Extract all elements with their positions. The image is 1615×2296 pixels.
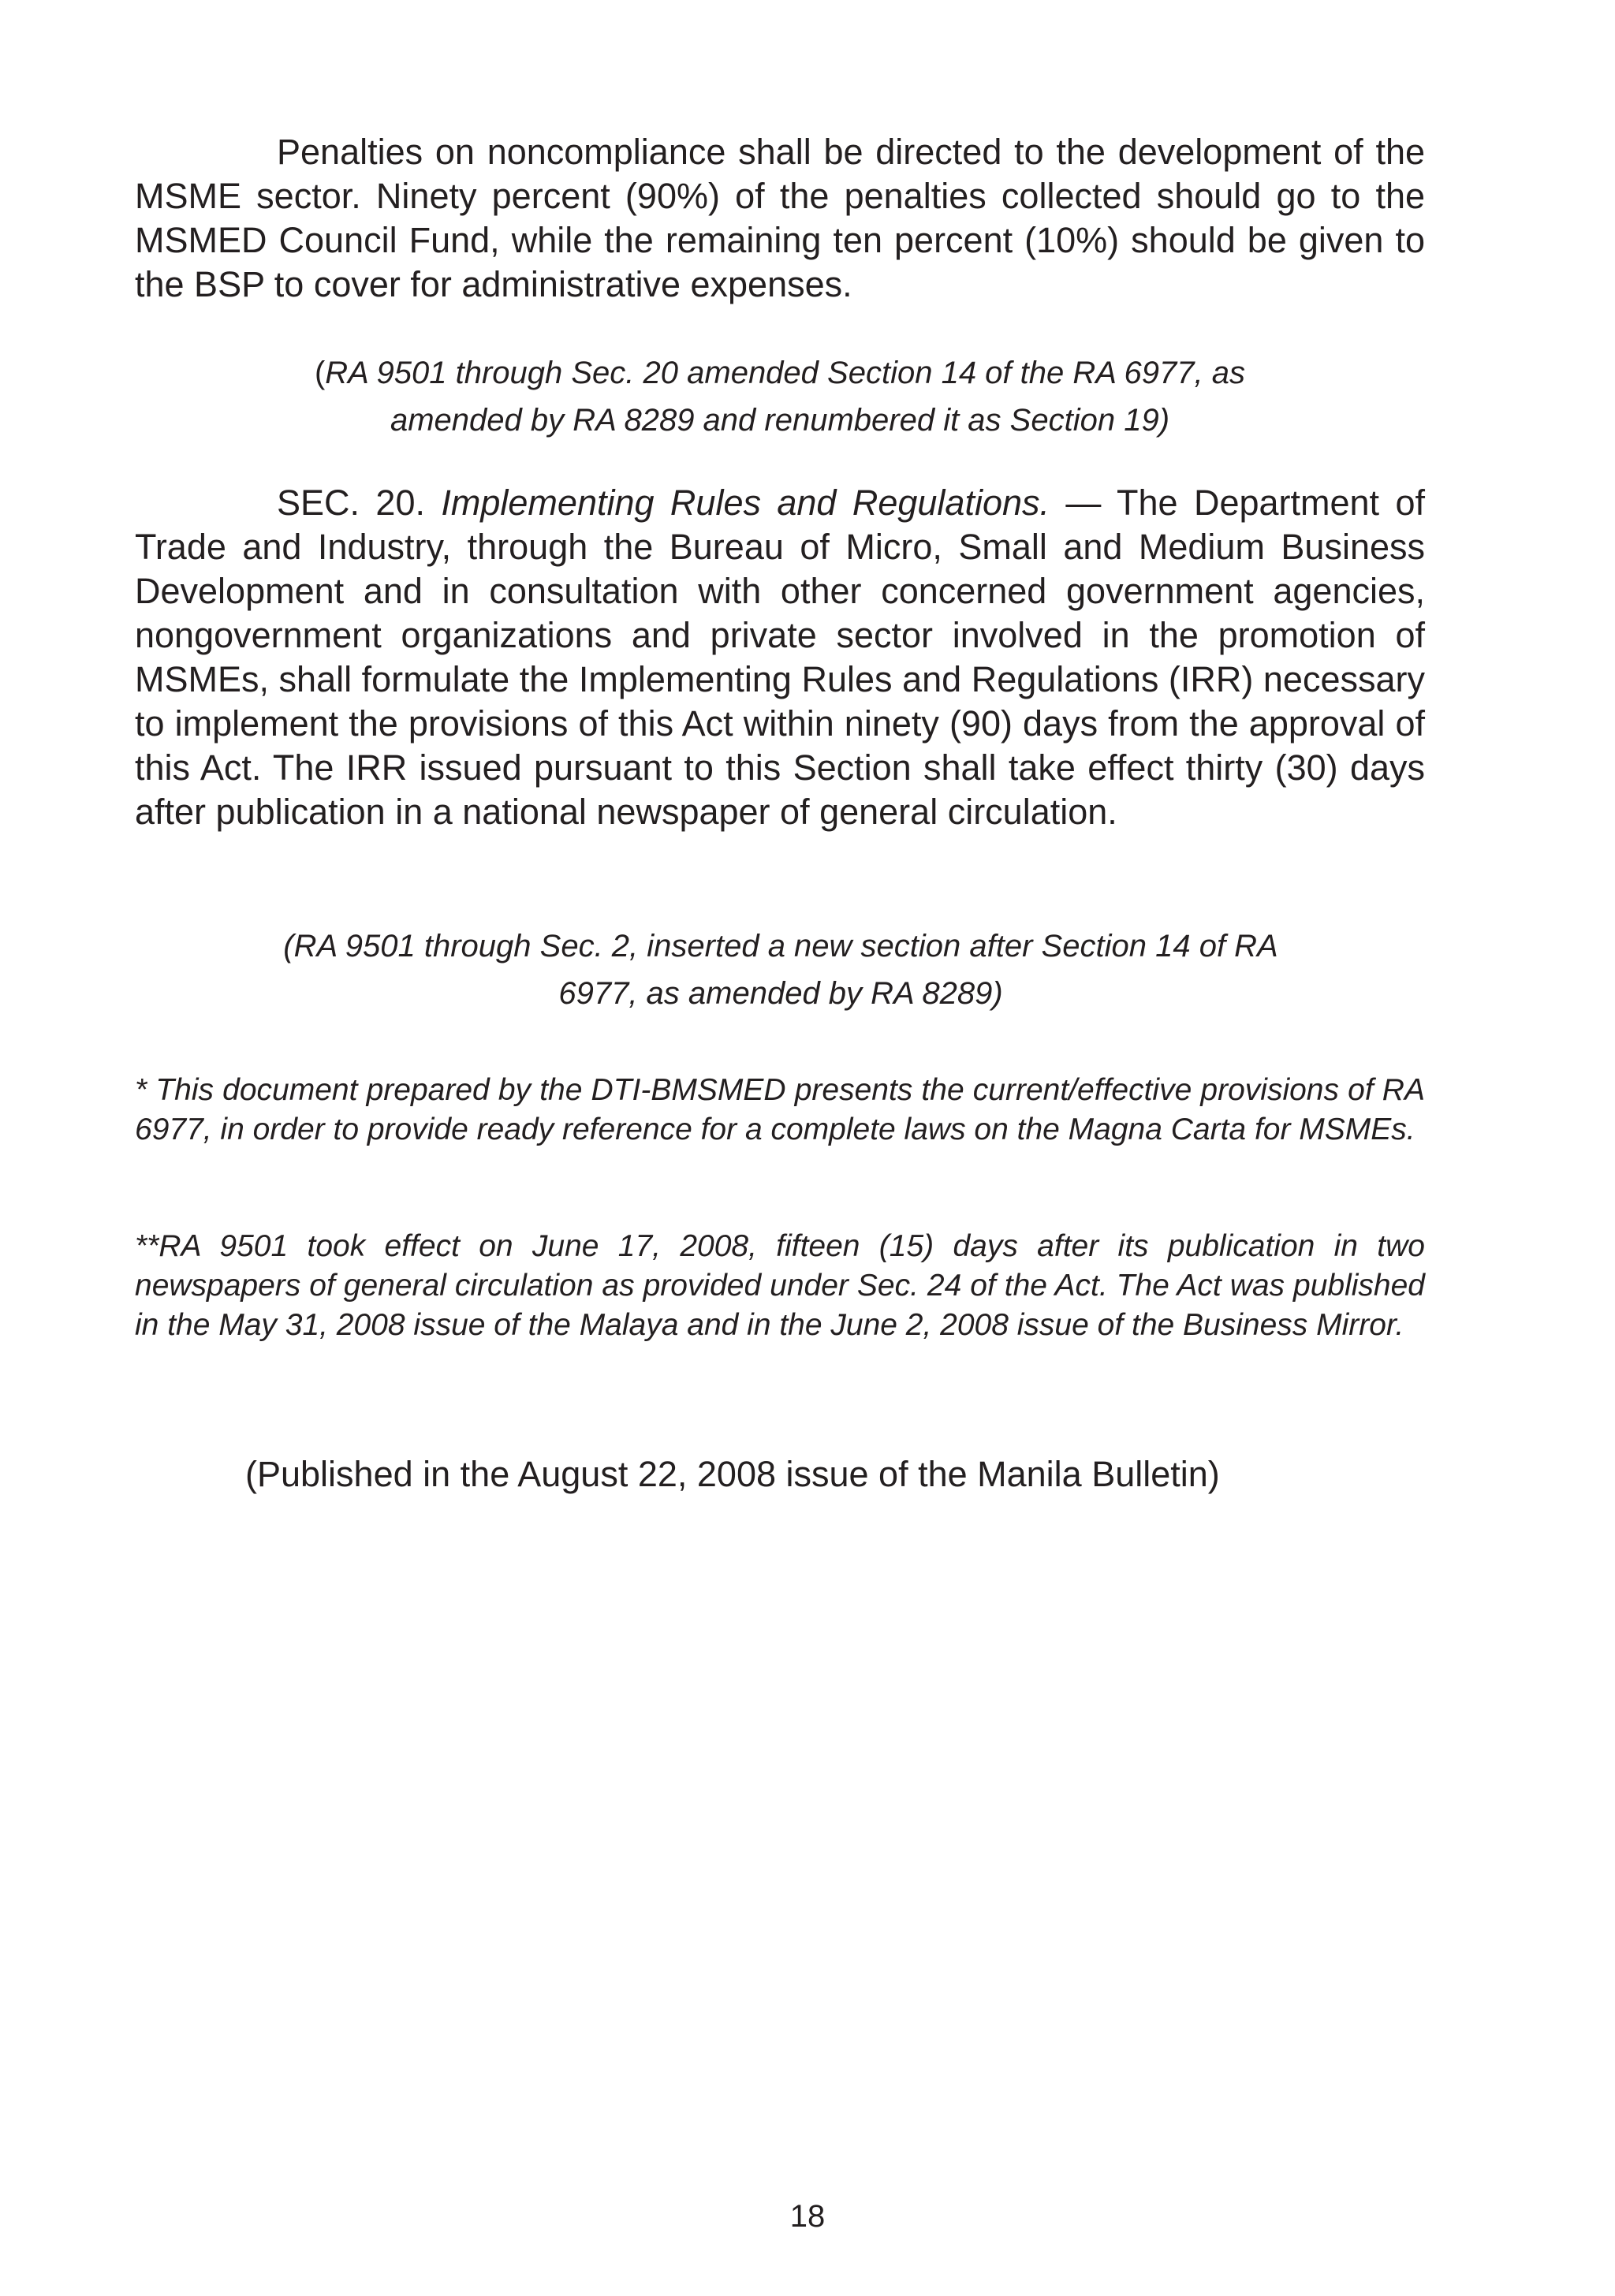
citation-open-paren: ( (314, 356, 326, 390)
citation-sec-20-line-1: (RA 9501 through Sec. 2, inserted a new section after Section 14 of RA (283, 929, 1278, 964)
citation-sec-20 (205, 922, 1356, 1017)
section-20-body: — The Department of Trade and Industry, through the Bureau of Micro, Small and Medium Business Development and in consultation with other concerned government agencies, nongovernment organizations and private sector involved in the promotion of MSMEs, shall formulate the Implementing Rules and Regulations (IRR) necessary to implement the provisions of this Act within ninety (90) days from the approval of this Act. The IRR issued pursuant to this Section shall take effect thirty (30) days after publication in a national newspaper of general circulation. (135, 483, 1425, 832)
footnote-1-block (135, 1071, 1425, 1150)
citation-sec-19 (135, 349, 1425, 444)
citation-sec-19-line-1: RA 9501 through Sec. 20 amended Section 14 of the RA 6977, as (325, 356, 1246, 390)
paragraph-penalties: Penalties on noncompliance shall be directed to the development of the MSME sector. Ninety percent (90%) of the penalties collected should go to the MSMED Council Fund, while the remaining ten percent (10%) should be given to the BSP to cover for administrative expenses. (135, 132, 1425, 304)
footnote-document-prepared: * This document prepared by the DTI-BMSMED presents the current/effective provisions of RA 6977, in order to provide ready reference for a complete laws on the Magna Carta for MSMEs. (135, 1073, 1425, 1146)
paragraph-penalties-block (135, 130, 1425, 307)
section-20-heading: Implementing Rules and Regulations. (441, 483, 1050, 523)
citation-sec-20-line-2: 6977, as amended by RA 8289) (558, 976, 1003, 1011)
citation-sec-19-line-2: amended by RA 8289 and renumbered it as Section 19) (390, 403, 1170, 438)
published-note (135, 1452, 1425, 1496)
section-20-block (135, 481, 1425, 834)
published-note-text: (Published in the August 22, 2008 issue of the Manila Bulletin) (245, 1454, 1220, 1494)
section-20-paragraph (135, 481, 1425, 834)
section-20-number: SEC. 20. (277, 483, 425, 523)
page-number: 18 (789, 2199, 826, 2234)
footnote-2-block (135, 1227, 1425, 1345)
footnote-ra-9501-effect: **RA 9501 took effect on June 17, 2008, fifteen (15) days after its publication in two newspapers of general circulation as provided under Sec. 24 of the Act. The Act was published in the May 31, 2008 issue of the Malaya and in the June 2, 2008 issue of the Business Mirror. (135, 1229, 1425, 1342)
